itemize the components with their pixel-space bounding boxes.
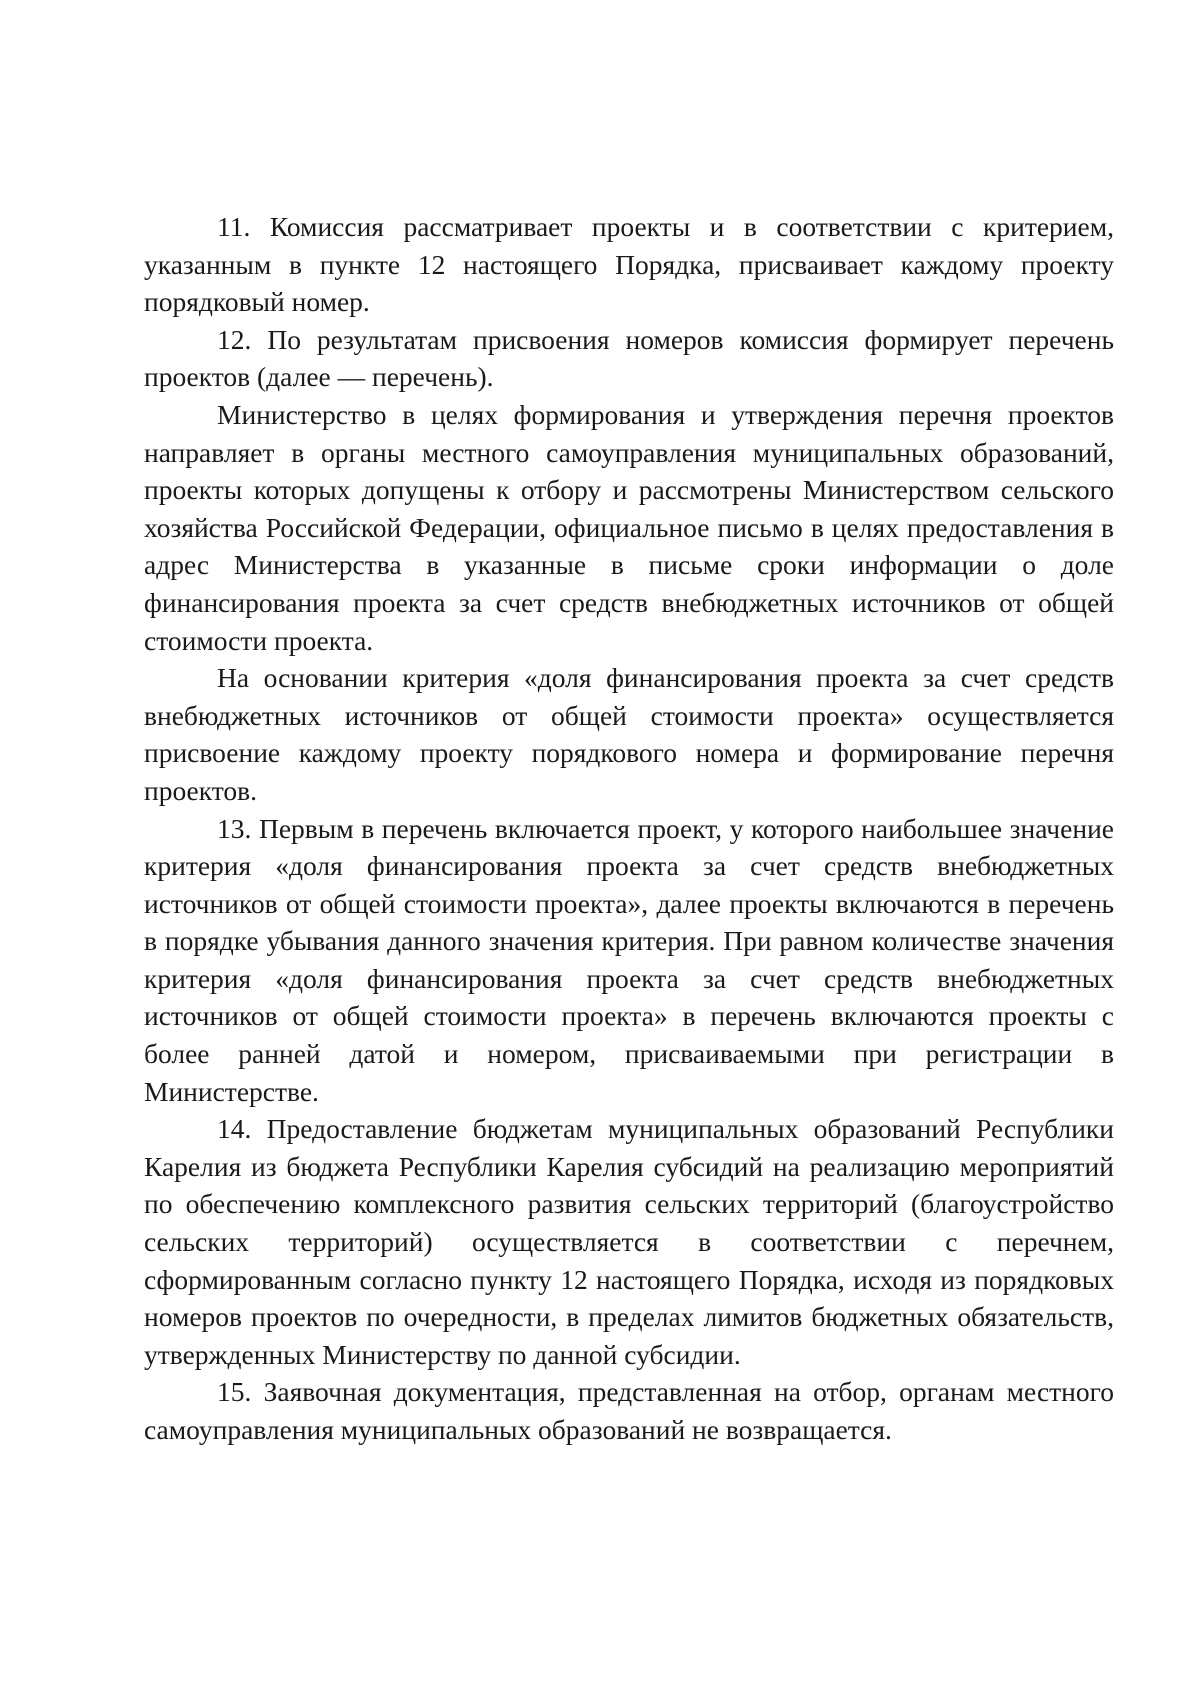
paragraph-12: 12. По результатам присвоения номеров комиссия формирует перечень проектов (далее — перечень). bbox=[144, 323, 1114, 393]
paragraph-15: 15. Заявочная документация, представленная на отбор, органам местного самоуправления муниципальных образований не возвращается. bbox=[144, 1376, 1114, 1445]
paragraph-13: 13. Первым в перечень включается проект, у которого наибольшее значение критерия «доля финансирования проекта за счет средств внебюджетных источников от общей стоимости проекта», далее проекты включаются в перечень в порядке убывания данного значения критерия. При равном количестве значения критерия «доля финансирования проекта за счет средств внебюджетных источников от общей стоимости проекта» в перечень включаются проекты с более ранней датой и номером, присваиваемыми при регистрации в Министерстве. bbox=[144, 812, 1114, 1107]
paragraph-11: 11. Комиссия рассматривает проекты и в соответствии с критерием, указанным в пункте 12 настоящего Порядка, присваивает каждому проекту порядковый номер. bbox=[144, 211, 1114, 318]
paragraph-12-criterion: На основании критерия «доля финансирования проекта за счет средств внебюджетных источников от общей стоимости проекта» осуществляется присвоение каждому проекту порядкового номера и формирование перечня проектов. bbox=[144, 662, 1114, 806]
document-body bbox=[144, 208, 1114, 1449]
paragraph-12-ministry: Министерство в целях формирования и утверждения перечня проектов направляет в органы местного самоуправления муниципальных образований, проекты которых допущены к отбору и рассмотрены Министерством сельского хозяйства Российской Федерации, официальное письмо в целях предоставления в адрес Министерства в указанные в письме сроки информации о доле финансирования проекта за счет средств внебюджетных источников от общей стоимости проекта. bbox=[144, 398, 1114, 656]
paragraph-14: 14. Предоставление бюджетам муниципальных образований Республики Карелия из бюджета Республики Карелия субсидий на реализацию мероприятий по обеспечению комплексного развития сельских территорий (благоустройство сельских территорий) осуществляется в соответствии с перечнем, сформированным согласно пункту 12 настоящего Порядка, исходя из порядковых номеров проектов по очередности, в пределах лимитов бюджетных обязательств, утвержденных Министерству по данной субсидии. bbox=[144, 1113, 1114, 1370]
